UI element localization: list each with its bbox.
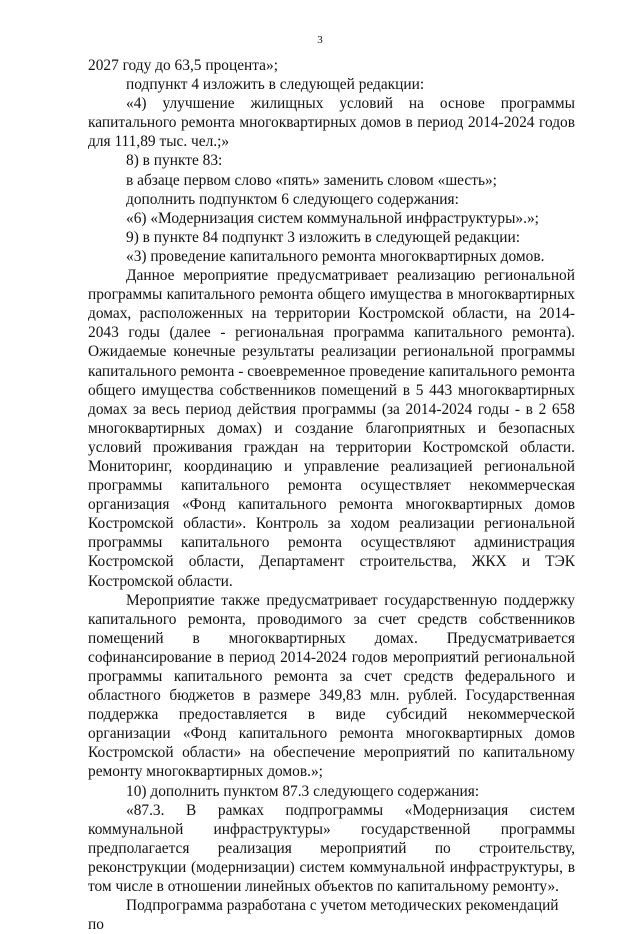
paragraph: подпункт 4 изложить в следующей редакции: xyxy=(126,76,425,94)
paragraph: Мероприятие также предусматривает государственную поддержку капитального ремонта, проводимого за счет средств собственников помещений в многоквартирных домах. Предусматривается софинансирование в период 2014-2024 годов мероприятий региональной программы капитального ремонта за счет средств федерального и областного бюджетов в размере 349,83 млн. рублей. Государственная поддержка предоставляется в виде субсидий некоммерческой организации «Фонд капитального ремонта многоквартирных домов Костромской области» на обеспечение мероприятий по капитальному ремонту многоквартирных домов.»; xyxy=(88,591,575,781)
paragraph: 9) в пункте 84 подпункт 3 изложить в следующей редакции: xyxy=(126,228,521,246)
paragraph: в абзаце первом слово «пять» заменить словом «шесть»; xyxy=(126,171,497,189)
paragraph: 2027 году до 63,5 процента»; xyxy=(88,57,278,74)
document-body xyxy=(88,56,575,934)
paragraph: 8) в пункте 83: xyxy=(126,152,223,170)
paragraph: «87.3. В рамках подпрограммы «Модернизация систем коммунальной инфраструктуры» государственной программы предполагается реализация мероприятий по строительству, реконструкции (модернизации) систем коммунальной инфраструктуры, в том числе в отношении линейных объектов по капитальному ремонту». xyxy=(88,801,575,896)
paragraph: дополнить подпунктом 6 следующего содержания: xyxy=(126,190,459,208)
page-number: 3 xyxy=(317,34,323,46)
paragraph: Данное мероприятие предусматривает реализацию региональной программы капитального ремонта общего имущества в многоквартирных домах, расположенных на территории Костромской области, на 2014-2043 годы (далее - региональная программа капитального ремонта). Ожидаемые конечные результаты реализации региональной программы капитального ремонта - своевременное проведение капитального ремонта общего имущества собственников помещений в 5 443 многоквартирных домах за весь период действия программы (за 2014-2024 годы - в 2 658 многоквартирных домах) и создание благоприятных и безопасных условий проживания граждан на территории Костромской области. Мониторинг, координацию и управление реализацией региональной программы капитального ремонта осуществляет некоммерческая организация «Фонд капитального ремонта многоквартирных домов Костромской области». Контроль за ходом реализации региональной программы капитального ремонта осуществляют администрация Костромской области, Департамент строительства, ЖКХ и ТЭК Костромской области. xyxy=(88,267,575,590)
paragraph: «4) улучшение жилищных условий на основе программы капитального ремонта многоквартирных домов в период 2014-2024 годов для 111,89 тыс. чел.;» xyxy=(88,95,575,151)
paragraph: «6) «Модернизация систем коммунальной инфраструктуры».»; xyxy=(126,209,539,227)
paragraph: Подпрограмма разработана с учетом методических рекомендаций по xyxy=(88,897,559,934)
paragraph: 10) дополнить пунктом 87.3 следующего содержания: xyxy=(126,782,480,800)
paragraph: «3) проведение капитального ремонта многоквартирных домов. xyxy=(126,247,545,265)
